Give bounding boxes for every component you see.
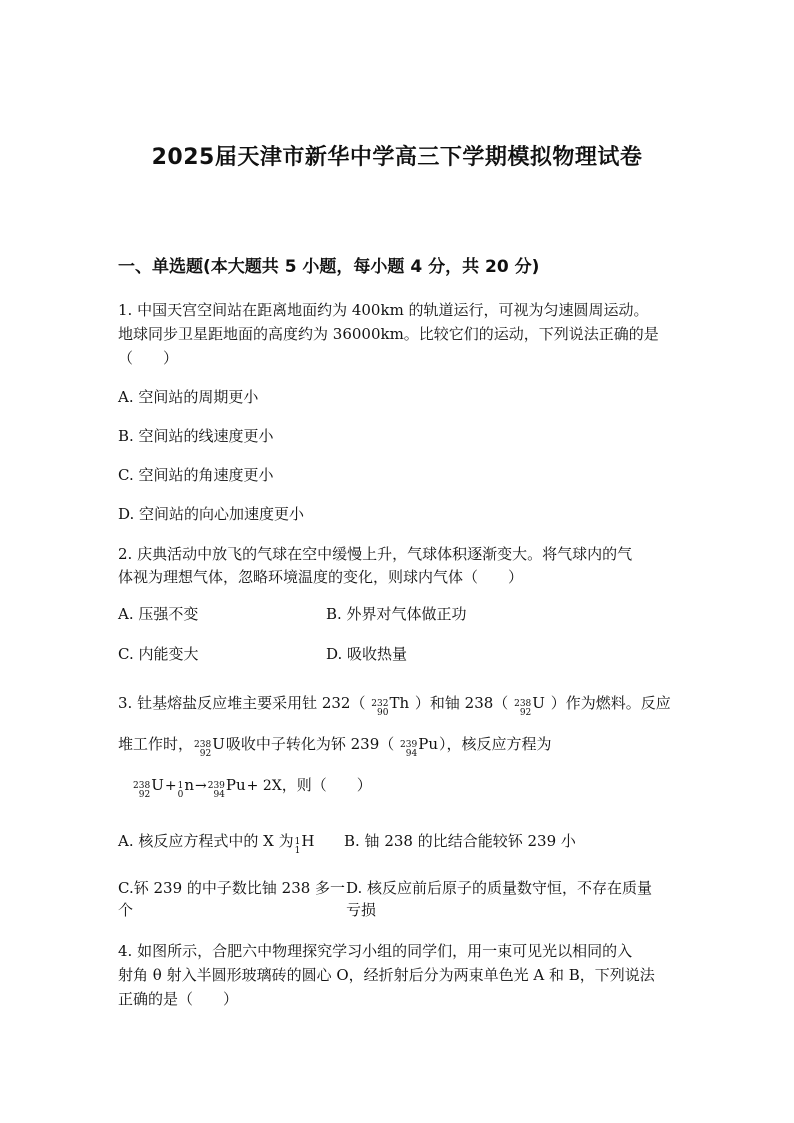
q3-text: 吸收中子转化为钚 239（ bbox=[225, 735, 395, 753]
q3-line-1 bbox=[118, 692, 671, 718]
thorium-232-nuclide: 232 90 Th bbox=[371, 694, 410, 718]
q3-option-a: A. 核反应方程式中的 X 为 1 1 H bbox=[118, 832, 315, 856]
q4-line-2: 射角 θ 射入半圆形玻璃砖的圆心 O，经折射后分为两束单色光 A 和 B，下列说法 bbox=[118, 966, 655, 984]
q2-line-1: 2. 庆典活动中放飞的气球在空中缓慢上升，气球体积逐渐变大。将气球内的气 bbox=[118, 545, 633, 563]
q2-option-d: D. 吸收热量 bbox=[326, 645, 408, 663]
q1-option-b: B. 空间站的线速度更小 bbox=[118, 427, 274, 445]
q3-text: 堆工作时， bbox=[118, 735, 194, 753]
uranium-238-nuclide: 238 92 U bbox=[133, 776, 164, 800]
hydrogen-nuclide: 1 1 H bbox=[294, 832, 315, 856]
q3-line-2 bbox=[118, 733, 552, 759]
plus-sign: + bbox=[164, 778, 177, 794]
uranium-238-nuclide: 238 92 U bbox=[194, 735, 225, 759]
q1-option-d: D. 空间站的向心加速度更小 bbox=[118, 505, 305, 523]
q1-line-3: （ ） bbox=[118, 349, 179, 367]
neutron: 1 0 n bbox=[177, 776, 194, 800]
q1-option-a: A. 空间站的周期更小 bbox=[118, 388, 259, 406]
equation-tail: + 2X bbox=[246, 778, 282, 794]
section-heading: 一、单选题(本大题共 5 小题，每小题 4 分，共 20 分) bbox=[118, 257, 540, 277]
q4-line-3: 正确的是（ ） bbox=[118, 990, 239, 1008]
q2-option-c: C. 内能变大 bbox=[118, 645, 199, 663]
q3-option-c: C.钚 239 的中子数比铀 238 多一 个 bbox=[118, 879, 346, 919]
page-title: 2025届天津市新华中学高三下学期模拟物理试卷 bbox=[151, 145, 643, 170]
q3-text: ）和铀 238（ bbox=[414, 694, 509, 712]
q3-option-d: D. 核反应前后原子的质量数守恒，不存在质量 亏损 bbox=[346, 879, 653, 919]
uranium-238-nuclide: 238 92 U bbox=[514, 694, 545, 718]
q2-option-a: A. 压强不变 bbox=[118, 605, 199, 623]
q4-line-1: 4. 如图所示，合肥六中物理探究学习小组的同学们，用一束可见光以相同的入 bbox=[118, 942, 633, 960]
reaction-arrow: → bbox=[194, 778, 207, 794]
q2-line-2: 体视为理想气体，忽略环境温度的变化，则球内气体（ ） bbox=[118, 568, 524, 586]
q3-equation bbox=[132, 774, 372, 800]
q3-text: ）作为燃料。反应 bbox=[550, 694, 671, 712]
plutonium-239-nuclide: 239 94 Pu bbox=[207, 776, 246, 800]
q3-text: 3. 钍基熔盐反应堆主要采用钍 232（ bbox=[118, 694, 366, 712]
q3-text: ），核反应方程为 bbox=[439, 735, 552, 753]
q1-line-1: 1. 中国天宫空间站在距离地面约为 400km 的轨道运行，可视为匀速圆周运动。 bbox=[118, 301, 649, 319]
q3-text: ，则（ ） bbox=[281, 776, 372, 794]
plutonium-239-nuclide: 239 94 Pu bbox=[400, 735, 438, 759]
q1-line-2: 地球同步卫星距地面的高度约为 36000km。比较它们的运动，下列说法正确的是 bbox=[118, 325, 659, 343]
q1-option-c: C. 空间站的角速度更小 bbox=[118, 466, 274, 484]
q3-option-b: B. 铀 238 的比结合能较钚 239 小 bbox=[344, 832, 576, 850]
q2-option-b: B. 外界对气体做正功 bbox=[326, 605, 467, 623]
